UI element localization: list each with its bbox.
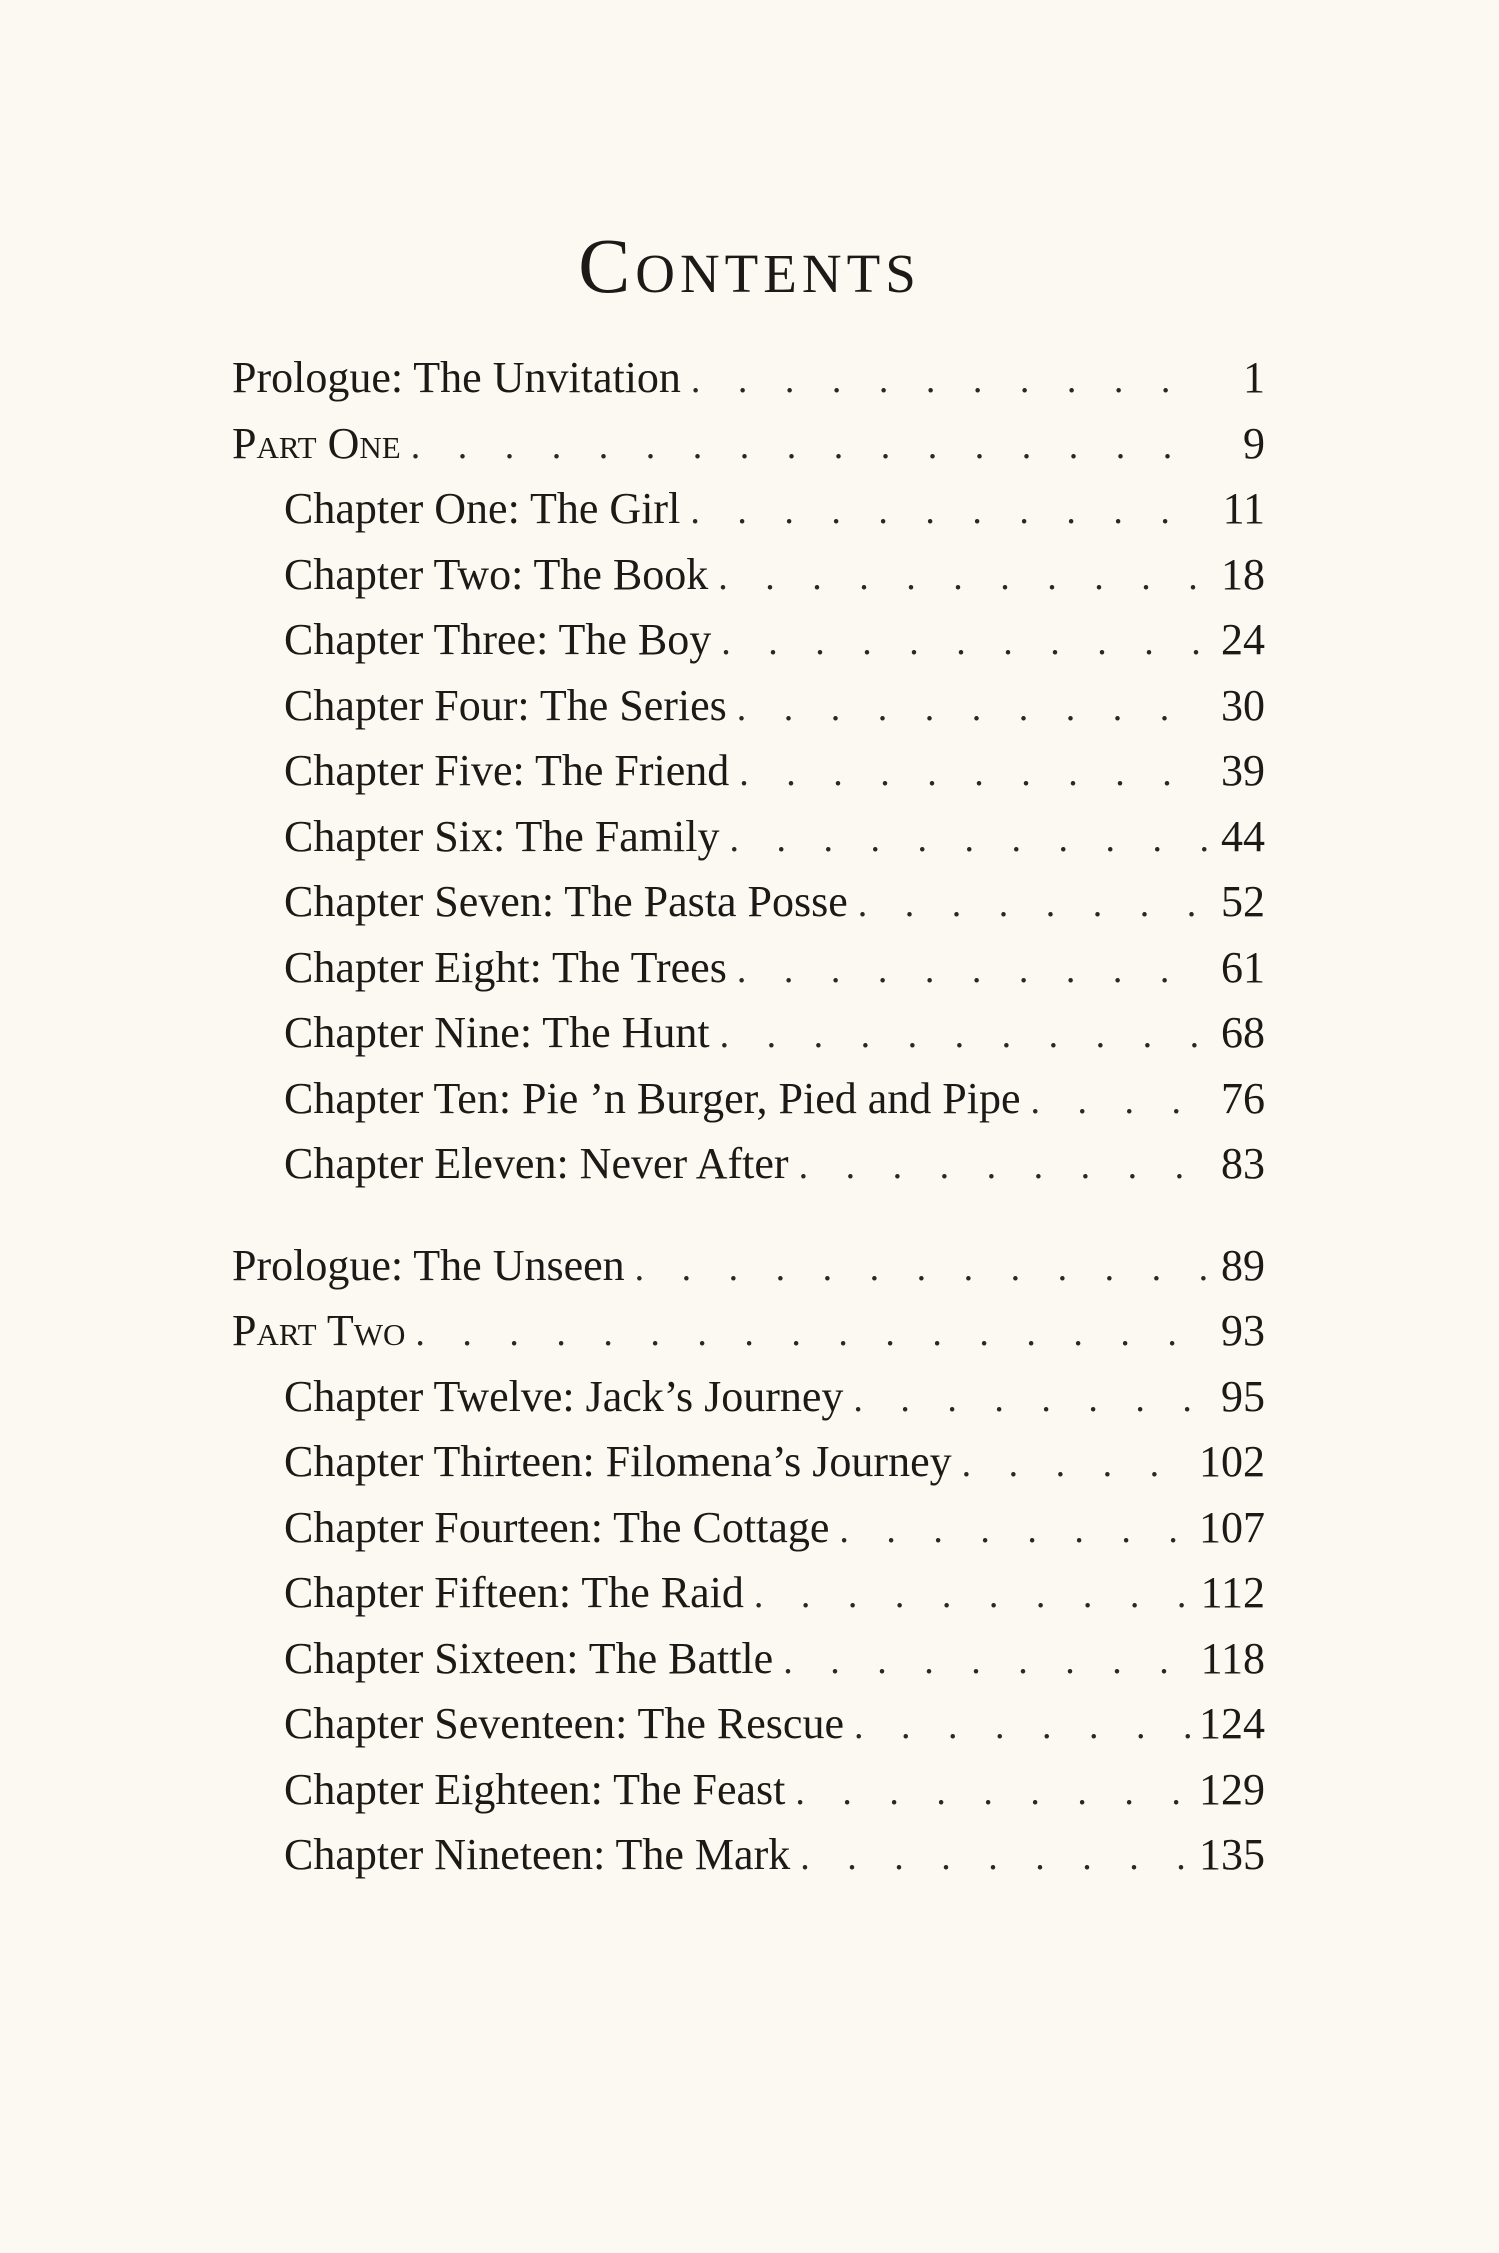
dot-leader — [843, 1367, 1209, 1433]
toc-entry-chapter-15[interactable] — [232, 1560, 1265, 1626]
toc-entry-page: 61 — [1221, 942, 1265, 992]
toc-entry-page: 107 — [1199, 1502, 1265, 1552]
dot-leader — [625, 1236, 1209, 1302]
toc-entry-prologue-unvitation[interactable] — [232, 345, 1265, 411]
toc-entry-label: Chapter Three: The Boy — [284, 615, 712, 664]
toc-entry-page: 30 — [1221, 680, 1265, 730]
toc-entry-page: 11 — [1222, 484, 1265, 533]
toc-entry-chapter-19[interactable] — [232, 1822, 1265, 1888]
toc-entry-page: 39 — [1221, 746, 1265, 795]
page-title: Contents — [578, 222, 921, 310]
toc-entry-chapter-16[interactable] — [232, 1626, 1265, 1692]
toc-entry-page: 52 — [1221, 877, 1265, 926]
dot-leader — [680, 479, 1209, 545]
toc-entry-label: Chapter One: The Girl — [284, 484, 681, 533]
toc-entry-label: Chapter Two: The Book — [284, 549, 709, 599]
toc-entry-chapter-18[interactable] — [232, 1757, 1265, 1823]
toc-entry-chapter-2[interactable] — [232, 542, 1265, 608]
toc-entry-chapter-11[interactable] — [232, 1131, 1265, 1197]
toc-entry-label: Chapter Seven: The Pasta Posse — [284, 877, 848, 926]
toc-entry-page: 93 — [1221, 1306, 1265, 1355]
toc-entry-page: 118 — [1200, 1633, 1265, 1683]
toc-entry-page: 89 — [1221, 1240, 1265, 1290]
toc-entry-chapter-14[interactable] — [232, 1495, 1265, 1561]
toc-entry-label: Chapter Four: The Series — [284, 680, 727, 730]
section-divider — [232, 1197, 1265, 1233]
dot-leader — [401, 414, 1209, 480]
dot-leader — [1021, 1069, 1209, 1135]
dot-leader — [829, 1498, 1199, 1564]
dot-leader — [720, 807, 1210, 873]
toc-entry-part-one[interactable] — [232, 411, 1265, 477]
toc-entry-chapter-5[interactable] — [232, 738, 1265, 804]
dot-leader — [773, 1629, 1200, 1695]
toc-entry-chapter-6[interactable] — [232, 804, 1265, 870]
toc-entry-label: Chapter Fourteen: The Cottage — [284, 1502, 830, 1552]
toc-entry-label: Chapter Ten: Pie ’n Burger, Pied and Pipe — [284, 1073, 1021, 1123]
toc-entry-chapter-3[interactable] — [232, 607, 1265, 673]
dot-leader — [711, 610, 1209, 676]
toc-entry-page: 135 — [1199, 1830, 1265, 1879]
toc-entry-chapter-1[interactable] — [232, 476, 1265, 542]
toc-entry-chapter-8[interactable] — [232, 935, 1265, 1001]
toc-entry-chapter-10[interactable] — [232, 1066, 1265, 1132]
dot-leader — [844, 1694, 1199, 1760]
toc-entry-chapter-13[interactable] — [232, 1429, 1265, 1495]
toc-entry-label: Chapter Eight: The Trees — [284, 942, 727, 992]
toc-entry-prologue-unseen[interactable] — [232, 1233, 1265, 1299]
table-of-contents — [232, 345, 1265, 1888]
toc-entry-label: Part Two — [232, 1306, 406, 1355]
toc-entry-label: Chapter Eighteen: The Feast — [284, 1764, 786, 1814]
toc-entry-chapter-9[interactable] — [232, 1000, 1265, 1066]
toc-entry-page: 24 — [1221, 615, 1265, 664]
dot-leader — [710, 1003, 1209, 1069]
toc-entry-page: 1 — [1243, 353, 1265, 402]
toc-entry-part-two[interactable] — [232, 1298, 1265, 1364]
toc-entry-chapter-12[interactable] — [232, 1364, 1265, 1430]
dot-leader — [708, 545, 1209, 611]
toc-entry-page: 95 — [1221, 1371, 1265, 1421]
toc-entry-label: Prologue: The Unseen — [232, 1240, 625, 1290]
dot-leader — [744, 1563, 1201, 1629]
toc-entry-page: 112 — [1200, 1568, 1265, 1617]
toc-entry-page: 124 — [1199, 1699, 1265, 1748]
toc-entry-label: Prologue: The Unvitation — [232, 353, 681, 402]
toc-entry-page: 129 — [1199, 1764, 1265, 1814]
toc-entry-page: 44 — [1221, 811, 1265, 861]
toc-entry-chapter-4[interactable] — [232, 673, 1265, 739]
dot-leader — [405, 1301, 1209, 1367]
toc-entry-label: Chapter Twelve: Jack’s Journey — [284, 1371, 844, 1421]
toc-entry-label: Chapter Nine: The Hunt — [284, 1008, 710, 1057]
toc-entry-label: Chapter Seventeen: The Rescue — [284, 1699, 844, 1748]
toc-entry-page: 76 — [1221, 1073, 1265, 1123]
dot-leader — [785, 1760, 1199, 1826]
toc-entry-label: Chapter Sixteen: The Battle — [284, 1633, 774, 1683]
toc-entry-page: 18 — [1221, 549, 1265, 599]
toc-entry-label: Chapter Thirteen: Filomena’s Journey — [284, 1437, 952, 1486]
toc-entry-label: Chapter Fifteen: The Raid — [284, 1568, 744, 1617]
toc-entry-page: 9 — [1243, 418, 1265, 468]
dot-leader — [952, 1432, 1199, 1498]
toc-entry-label: Chapter Eleven: Never After — [284, 1139, 789, 1188]
toc-entry-label: Chapter Five: The Friend — [284, 746, 730, 795]
dot-leader — [789, 1134, 1209, 1200]
toc-entry-chapter-7[interactable] — [232, 869, 1265, 935]
dot-leader — [848, 872, 1209, 938]
toc-entry-label: Part One — [232, 418, 401, 468]
toc-entry-chapter-17[interactable] — [232, 1691, 1265, 1757]
toc-entry-page: 68 — [1221, 1008, 1265, 1057]
dot-leader — [727, 676, 1209, 742]
dot-leader — [729, 741, 1209, 807]
toc-entry-page: 102 — [1199, 1437, 1265, 1486]
toc-entry-label: Chapter Nineteen: The Mark — [284, 1830, 791, 1879]
dot-leader — [727, 938, 1209, 1004]
toc-entry-page: 83 — [1221, 1139, 1265, 1188]
dot-leader — [790, 1825, 1199, 1891]
dot-leader — [681, 348, 1209, 414]
toc-entry-label: Chapter Six: The Family — [284, 811, 720, 861]
